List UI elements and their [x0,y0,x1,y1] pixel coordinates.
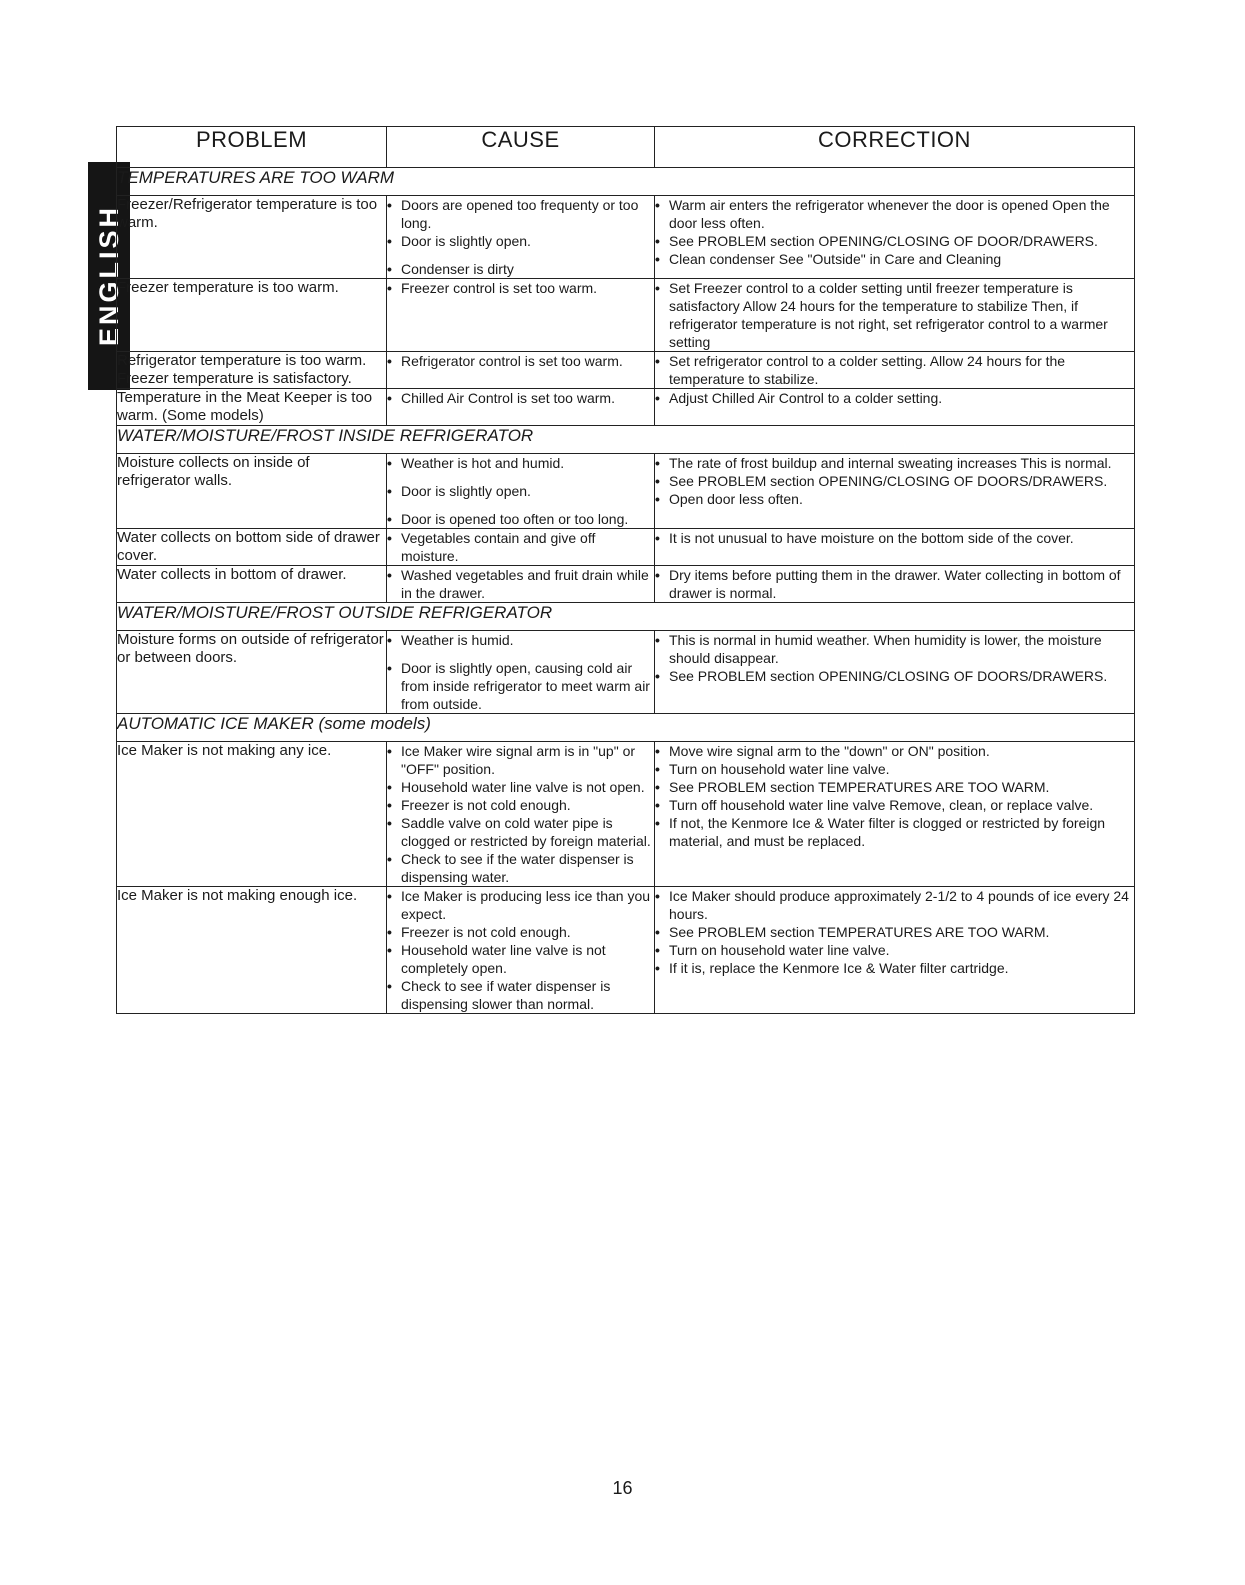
bullet-icon: • [655,743,660,759]
bullet-icon: • [387,942,392,958]
cause-item [387,529,654,565]
correction-item [655,778,1134,796]
problem-cell: Moisture forms on outside of refrigerator or between doors. [117,631,387,714]
cause-text: Weather is hot and humid. [401,455,565,471]
correction-item [655,232,1134,250]
page-number: 16 [612,1478,633,1498]
cause-item [387,977,654,1013]
correction-cell [655,279,1135,352]
correction-item [655,796,1134,814]
bullet-icon: • [387,511,392,527]
cause-item [387,454,654,472]
header-row [117,127,1135,168]
cause-text: Washed vegetables and fruit drain while in the drawer. [401,567,649,601]
table-row [117,631,1135,714]
correction-text: Turn on household water line valve. [669,761,890,777]
bullet-icon: • [387,197,392,213]
table-row [117,389,1135,426]
cause-item [387,566,654,602]
bullet-icon: • [387,888,392,904]
table-row [117,352,1135,389]
bullet-icon: • [655,251,660,267]
cause-text: Condenser is dirty [401,261,514,277]
cause-item [387,742,654,778]
cause-item [387,850,654,886]
correction-item [655,923,1134,941]
bullet-icon: • [387,797,392,813]
correction-item [655,196,1134,232]
bullet-icon: • [655,197,660,213]
correction-item [655,941,1134,959]
table-row [117,196,1135,279]
correction-text: Turn off household water line valve Remove, clean, or replace valve. [669,797,1094,813]
correction-item [655,389,1134,407]
correction-text: Clean condenser See "Outside" in Care and Cleaning [669,251,1002,267]
correction-text: If not, the Kenmore Ice & Water filter is clogged or restricted by foreign material, and must be replaced. [669,815,1106,849]
correction-item [655,667,1134,685]
correction-text: If it is, replace the Kenmore Ice & Water filter cartridge. [669,960,1009,976]
section-row [117,168,1135,196]
correction-cell [655,389,1135,426]
correction-item [655,959,1134,977]
bullet-icon: • [387,483,392,499]
cause-item [387,232,654,250]
table-row [117,566,1135,603]
correction-cell [655,742,1135,887]
correction-item [655,742,1134,760]
section-row [117,714,1135,742]
cause-cell [387,529,655,566]
problem-cell: Refrigerator temperature is too warm. Freezer temperature is satisfactory. [117,352,387,389]
section-title: AUTOMATIC ICE MAKER (some models) [117,714,1135,742]
problem-cell: Water collects on bottom side of drawer cover. [117,529,387,566]
bullet-icon: • [387,632,392,648]
bullet-icon: • [387,779,392,795]
correction-item [655,250,1134,268]
cause-text: Check to see if the water dispenser is dispensing water. [401,851,634,885]
cause-item [387,279,654,297]
cause-cell [387,279,655,352]
correction-text: It is not unusual to have moisture on the bottom side of the cover. [669,530,1074,546]
bullet-icon: • [655,353,660,369]
correction-item [655,279,1134,351]
cause-cell [387,887,655,1014]
correction-cell [655,631,1135,714]
bullet-icon: • [387,353,392,369]
bullet-icon: • [655,779,660,795]
correction-item [655,529,1134,547]
bullet-icon: • [655,530,660,546]
bullet-icon: • [387,390,392,406]
problem-cell: Ice Maker is not making enough ice. [117,887,387,1014]
cause-item [387,260,654,278]
cause-text: Household water line valve is not completely open. [401,942,606,976]
section-title: WATER/MOISTURE/FROST OUTSIDE REFRIGERATOR [117,603,1135,631]
correction-item [655,454,1134,472]
cause-cell [387,742,655,887]
correction-item [655,814,1134,850]
correction-item [655,490,1134,508]
cause-text: Chilled Air Control is set too warm. [401,390,615,406]
table-row [117,454,1135,529]
cause-text: Ice Maker wire signal arm is in "up" or "OFF" position. [401,743,636,777]
cause-item [387,814,654,850]
correction-text: See PROBLEM section OPENING/CLOSING OF DOORS/DRAWERS. [669,473,1108,489]
section-row [117,603,1135,631]
section-title: TEMPERATURES ARE TOO WARM [117,168,1135,196]
cause-item [387,887,654,923]
bullet-icon: • [387,660,392,676]
bullet-icon: • [655,491,660,507]
table-row [117,742,1135,887]
cause-text: Vegetables contain and give off moisture. [401,530,596,564]
correction-item [655,631,1134,667]
correction-text: Adjust Chilled Air Control to a colder setting. [669,390,943,406]
cause-text: Check to see if water dispenser is dispensing slower than normal. [401,978,611,1012]
bullet-icon: • [655,815,660,831]
cause-text: Door is opened too often or too long. [401,511,629,527]
cause-item [387,352,654,370]
bullet-icon: • [655,942,660,958]
troubleshooting-table [116,126,1135,1014]
bullet-icon: • [387,530,392,546]
cause-item [387,796,654,814]
header-problem: PROBLEM [117,127,387,168]
correction-item [655,566,1134,602]
cause-item [387,196,654,232]
bullet-icon: • [655,668,660,684]
correction-cell [655,196,1135,279]
problem-cell: Water collects in bottom of drawer. [117,566,387,603]
cause-text: Refrigerator control is set too warm. [401,353,623,369]
cause-cell [387,631,655,714]
cause-text: Household water line valve is not open. [401,779,645,795]
bullet-icon: • [387,924,392,940]
correction-text: Turn on household water line valve. [669,942,890,958]
language-tab-label: ENGLISH [93,205,124,347]
problem-cell: Freezer temperature is too warm. [117,279,387,352]
correction-text: See PROBLEM section TEMPERATURES ARE TOO WARM. [669,924,1050,940]
bullet-icon: • [387,567,392,583]
cause-item [387,923,654,941]
correction-cell [655,352,1135,389]
cause-item [387,510,654,528]
bullet-icon: • [655,455,660,471]
bullet-icon: • [387,851,392,867]
correction-text: Open door less often. [669,491,803,507]
bullet-icon: • [387,280,392,296]
cause-cell [387,389,655,426]
cause-text: Door is slightly open. [401,483,531,499]
correction-text: Ice Maker should produce approximately 2-1/2 to 4 pounds of ice every 24 hours. [669,888,1129,922]
header-correction: CORRECTION [655,127,1135,168]
correction-cell [655,529,1135,566]
cause-text: Freezer is not cold enough. [401,797,571,813]
problem-cell: Moisture collects on inside of refrigerator walls. [117,454,387,529]
correction-cell [655,454,1135,529]
problem-cell: Ice Maker is not making any ice. [117,742,387,887]
cause-item [387,941,654,977]
cause-text: Weather is humid. [401,632,514,648]
bullet-icon: • [655,888,660,904]
cause-cell [387,196,655,279]
bullet-icon: • [655,473,660,489]
correction-item [655,887,1134,923]
bullet-icon: • [655,761,660,777]
correction-text: Set refrigerator control to a colder setting. Allow 24 hours for the temperature to stabilize. [669,353,1066,387]
cause-text: Ice Maker is producing less ice than you expect. [401,888,651,922]
correction-item [655,352,1134,388]
header-cause: CAUSE [387,127,655,168]
section-row [117,426,1135,454]
bullet-icon: • [655,390,660,406]
cause-item [387,659,654,713]
cause-text: Doors are opened too frequenty or too long. [401,197,639,231]
bullet-icon: • [655,233,660,249]
bullet-icon: • [387,233,392,249]
bullet-icon: • [655,960,660,976]
cause-text: Door is slightly open, causing cold air from inside refrigerator to meet warm air from outside. [401,660,650,712]
bullet-icon: • [387,261,392,277]
bullet-icon: • [387,455,392,471]
correction-text: Set Freezer control to a colder setting until freezer temperature is satisfactory Allow 24 hours for the temperature to stabilize Then, if refrigerator temperature is not right, set refrigerator control to a warmer setting [669,280,1108,350]
correction-item [655,760,1134,778]
correction-cell [655,566,1135,603]
bullet-icon: • [387,978,392,994]
table-row [117,529,1135,566]
cause-text: Door is slightly open. [401,233,531,249]
correction-text: See PROBLEM section OPENING/CLOSING OF DOORS/DRAWERS. [669,668,1108,684]
correction-text: Warm air enters the refrigerator whenever the door is opened Open the door less often. [669,197,1110,231]
bullet-icon: • [655,797,660,813]
cause-text: Freezer control is set too warm. [401,280,598,296]
section-title: WATER/MOISTURE/FROST INSIDE REFRIGERATOR [117,426,1135,454]
cause-item [387,631,654,649]
table-body [117,168,1135,1014]
correction-text: See PROBLEM section TEMPERATURES ARE TOO WARM. [669,779,1050,795]
problem-cell: Freezer/Refrigerator temperature is too warm. [117,196,387,279]
correction-text: This is normal in humid weather. When humidity is lower, the moisture should disappear. [669,632,1102,666]
correction-text: The rate of frost buildup and internal sweating increases This is normal. [669,455,1112,471]
correction-text: See PROBLEM section OPENING/CLOSING OF DOOR/DRAWERS. [669,233,1098,249]
correction-item [655,472,1134,490]
cause-text: Freezer is not cold enough. [401,924,571,940]
correction-text: Dry items before putting them in the drawer. Water collecting in bottom of drawer is normal. [669,567,1121,601]
table-row [117,279,1135,352]
cause-item [387,482,654,500]
cause-item [387,389,654,407]
cause-item [387,778,654,796]
cause-cell [387,454,655,529]
bullet-icon: • [655,567,660,583]
correction-cell [655,887,1135,1014]
bullet-icon: • [655,632,660,648]
table-row [117,887,1135,1014]
bullet-icon: • [387,743,392,759]
cause-text: Saddle valve on cold water pipe is clogged or restricted by foreign material. [401,815,651,849]
bullet-icon: • [387,815,392,831]
bullet-icon: • [655,280,660,296]
cause-cell [387,352,655,389]
bullet-icon: • [655,924,660,940]
problem-cell: Temperature in the Meat Keeper is too warm. (Some models) [117,389,387,426]
correction-text: Move wire signal arm to the "down" or ON" position. [669,743,990,759]
cause-cell [387,566,655,603]
